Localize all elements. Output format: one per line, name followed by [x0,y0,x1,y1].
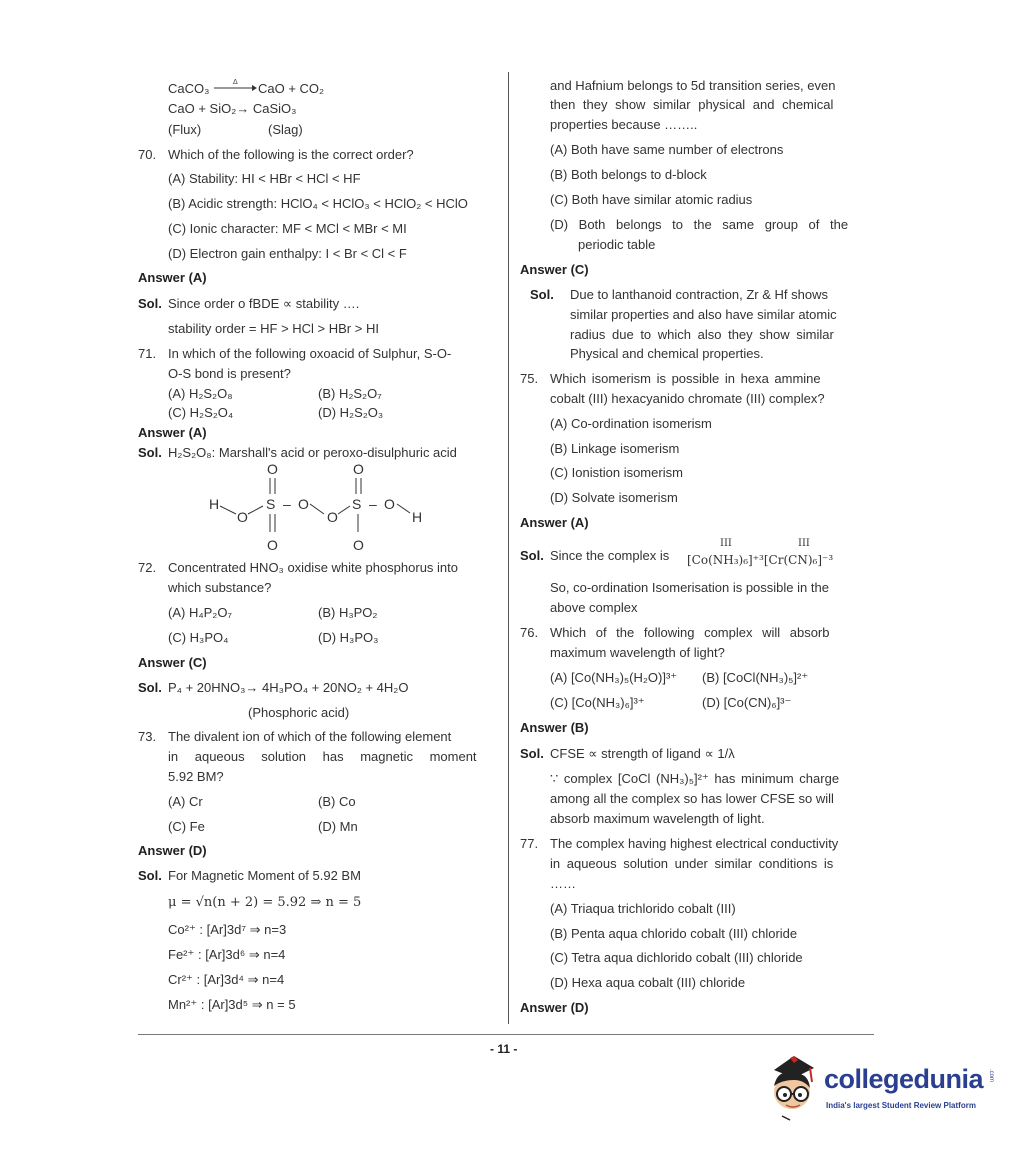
brand-name: collegedunia [824,1064,984,1094]
q74-sol-2: similar properties and also have similar atomic [570,307,837,322]
footer-rule [138,1034,874,1035]
q77-number: 77. [520,836,539,851]
reaction-1-lhs: CaCO₃ [168,81,210,96]
q72-text-2: which substance? [168,580,272,595]
q73-text-3: 5.92 BM? [168,769,224,784]
struct-o-top-1: O [267,461,278,477]
q77-text-1: The complex having highest electrical conductivity [550,836,839,851]
q77-option-a: (A) Triaqua trichlorido cobalt (III) [550,901,736,916]
q73-sol-text: For Magnetic Moment of 5.92 BM [168,868,361,883]
q73-text-2: in aqueous solution has magnetic moment [168,749,477,764]
q77-option-d: (D) Hexa aqua cobalt (III) chloride [550,975,746,990]
struct-h-right: H [412,509,423,525]
q76-sol-2: ∵ complex [CoCl (NH₃)₅]²⁺ has minimum charge [550,771,840,786]
struct-o-bottom-2: O [353,537,364,553]
q73-text-1: The divalent ion of which of the following element [168,729,452,744]
q73-answer: Answer (D) [138,843,207,858]
q72-option-c: (C) H₃PO₄ [168,630,229,645]
heat-symbol: Δ [233,79,238,86]
q72-option-d: (D) H₃PO₃ [318,630,379,645]
complex-formula: [Co(NH₃)₆]⁺³[Cr(CN)₆]⁻³ [687,553,834,567]
q75-text-2: cobalt (III) hexacyanido chromate (III) complex? [550,391,825,406]
q71-option-d: (D) H₂S₂O₃ [318,405,384,420]
mascot-icon [760,1050,824,1124]
struct-s-right: S [352,496,362,512]
q70-text: Which of the following is the correct order? [168,147,414,162]
struct-o-top-2: O [353,461,364,477]
q71-option-b: (B) H₂S₂O₇ [318,386,382,401]
q70-sol-line1: Since order o fBDE ∝ stability …. [168,296,360,311]
q77-text-2: in aqueous solution under similar conditions is [550,856,834,871]
q73-option-b: (B) Co [318,794,356,809]
q77-text-3: …… [550,876,576,891]
brand-tagline: India's largest Student Review Platform [826,1101,976,1110]
struct-s-left: S [266,496,276,512]
q73-option-c: (C) Fe [168,819,205,834]
q74-sol-3: radius due to which also they show similar [570,327,834,342]
column-divider [508,72,509,1024]
q75-sol-3: above complex [550,600,638,615]
q70-sol-label: Sol. [138,296,162,311]
flux-label: (Flux) [168,122,202,137]
q75-sol-text: Since the complex is [550,548,670,563]
q73-sol-label: Sol. [138,868,162,883]
q76-text-2: maximum wavelength of light? [550,645,725,660]
q71-option-c: (C) H₂S₂O₄ [168,405,234,420]
q77-option-c: (C) Tetra aqua dichlorido cobalt (III) chloride [550,950,803,965]
q72-sol-label: Sol. [138,680,162,695]
q76-option-a: (A) [Co(NH₃)₅(H₂O)]³⁺ [550,670,678,685]
q71-text-1: In which of the following oxoacid of Sulphur, S-O- [168,346,452,361]
struct-o-left: O [237,509,248,525]
brand-suffix: .com [988,1069,994,1083]
magnetic-moment-formula: μ = √n(n + 2) = 5.92 ⇒ n = 5 [168,895,362,910]
q74-sol-label: Sol. [530,287,554,302]
q73-number: 73. [138,729,157,744]
q74-option-a: (A) Both have same number of electrons [550,142,784,157]
q70-option-c: (C) Ionic character: MF < MCl < MBr < MI [168,221,407,236]
struct-o-bridge-1: O [298,496,309,512]
q76-answer: Answer (B) [520,720,589,735]
q74-option-d-1: (D) Both belongs to the same group of the [550,217,849,232]
q75-sol-label: Sol. [520,548,544,563]
q75-sol-2: So, co-ordination Isomerisation is possible in the [550,580,829,595]
q75-option-c: (C) Ionistion isomerism [550,465,683,480]
q76-sol-1: CFSE ∝ strength of ligand ∝ 1/λ [550,746,735,761]
struct-dash-2: – [369,496,377,512]
q73-option-d: (D) Mn [318,819,358,834]
q75-text-1: Which isomerism is possible in hexa ammine [550,371,821,386]
q76-text-1: Which of the following complex will absorb [550,625,830,640]
q70-number: 70. [138,147,157,162]
q74-option-c: (C) Both have similar atomic radius [550,192,753,207]
oxidation-state-co: III [720,538,732,549]
q76-sol-label: Sol. [520,746,544,761]
q72-option-b: (B) H₃PO₂ [318,605,378,620]
cr-config: Cr²⁺ : [Ar]3d⁴ ⇒ n=4 [168,972,285,987]
q72-answer: Answer (C) [138,655,207,670]
q72-sol-note: (Phosphoric acid) [248,705,350,720]
q76-number: 76. [520,625,539,640]
co-config: Co²⁺ : [Ar]3d⁷ ⇒ n=3 [168,922,287,937]
q71-number: 71. [138,346,157,361]
q74-option-d-2: periodic table [578,237,656,252]
struct-o-bridge-2: O [327,509,338,525]
q72-option-a: (A) H₄P₂O₇ [168,605,232,620]
heat-arrow-icon [212,78,258,94]
page-number: - 11 - [490,1042,518,1056]
struct-dash-1: – [283,496,291,512]
struct-o-bottom-1: O [267,537,278,553]
struct-o-right: O [384,496,395,512]
q76-option-c: (C) [Co(NH₃)₆]³⁺ [550,695,645,710]
q71-sol-text: H₂S₂O₈: Marshall's acid or peroxo-disulphuric acid [168,445,457,460]
q75-option-a: (A) Co-ordination isomerism [550,416,712,431]
q75-number: 75. [520,371,539,386]
q70-option-a: (A) Stability: HI < HBr < HCl < HF [168,171,361,186]
q74-sol-1: Due to lanthanoid contraction, Zr & Hf shows [570,287,828,302]
q72-sol-text: P₄ + 20HNO₃→ 4H₃PO₄ + 20NO₂ + 4H₂O [168,680,409,695]
slag-label: (Slag) [268,122,303,137]
q74-text-1: and Hafnium belongs to 5d transition series, even [550,78,836,93]
q73-option-a: (A) Cr [168,794,203,809]
q75-option-b: (B) Linkage isomerism [550,441,680,456]
q71-option-a: (A) H₂S₂O₈ [168,386,233,401]
fe-config: Fe²⁺ : [Ar]3d⁶ ⇒ n=4 [168,947,286,962]
peroxodisulphuric-acid-structure [200,460,440,555]
q72-number: 72. [138,560,157,575]
q75-answer: Answer (A) [520,515,589,530]
q71-sol-label: Sol. [138,445,162,460]
q76-option-d: (D) [Co(CN)₆]³⁻ [702,695,792,710]
q71-text-2: O-S bond is present? [168,366,291,381]
reaction-1-rhs: CaO + CO₂ [258,81,325,96]
collegedunia-logo[interactable] [760,1050,1000,1125]
q74-text-2: then they show similar physical and chemical [550,97,834,112]
reaction-2: CaO + SiO₂→ CaSiO₃ [168,101,297,116]
struct-h-left: H [209,496,220,512]
mn-config: Mn²⁺ : [Ar]3d⁵ ⇒ n = 5 [168,997,296,1012]
q74-option-b: (B) Both belongs to d-block [550,167,707,182]
q74-text-3: properties because …….. [550,117,698,132]
q74-sol-4: Physical and chemical properties. [570,346,764,361]
q75-option-d: (D) Solvate isomerism [550,490,678,505]
q72-text-1: Concentrated HNO₃ oxidise white phosphorus into [168,560,459,575]
q71-answer: Answer (A) [138,425,207,440]
q76-sol-4: absorb maximum wavelength of light. [550,811,765,826]
q70-option-d: (D) Electron gain enthalpy: I < Br < Cl < F [168,246,407,261]
q70-option-b: (B) Acidic strength: HClO₄ < HClO₃ < HClO₂ < HClO [168,196,468,211]
q77-option-b: (B) Penta aqua chlorido cobalt (III) chloride [550,926,798,941]
q74-answer: Answer (C) [520,262,589,277]
q70-answer: Answer (A) [138,270,207,285]
q77-answer: Answer (D) [520,1000,589,1015]
q76-option-b: (B) [CoCl(NH₃)₅]²⁺ [702,670,809,685]
q76-sol-3: among all the complex so has lower CFSE so will [550,791,834,806]
oxidation-state-cr: III [798,538,810,549]
q70-sol-line2: stability order = HF > HCl > HBr > HI [168,321,379,336]
